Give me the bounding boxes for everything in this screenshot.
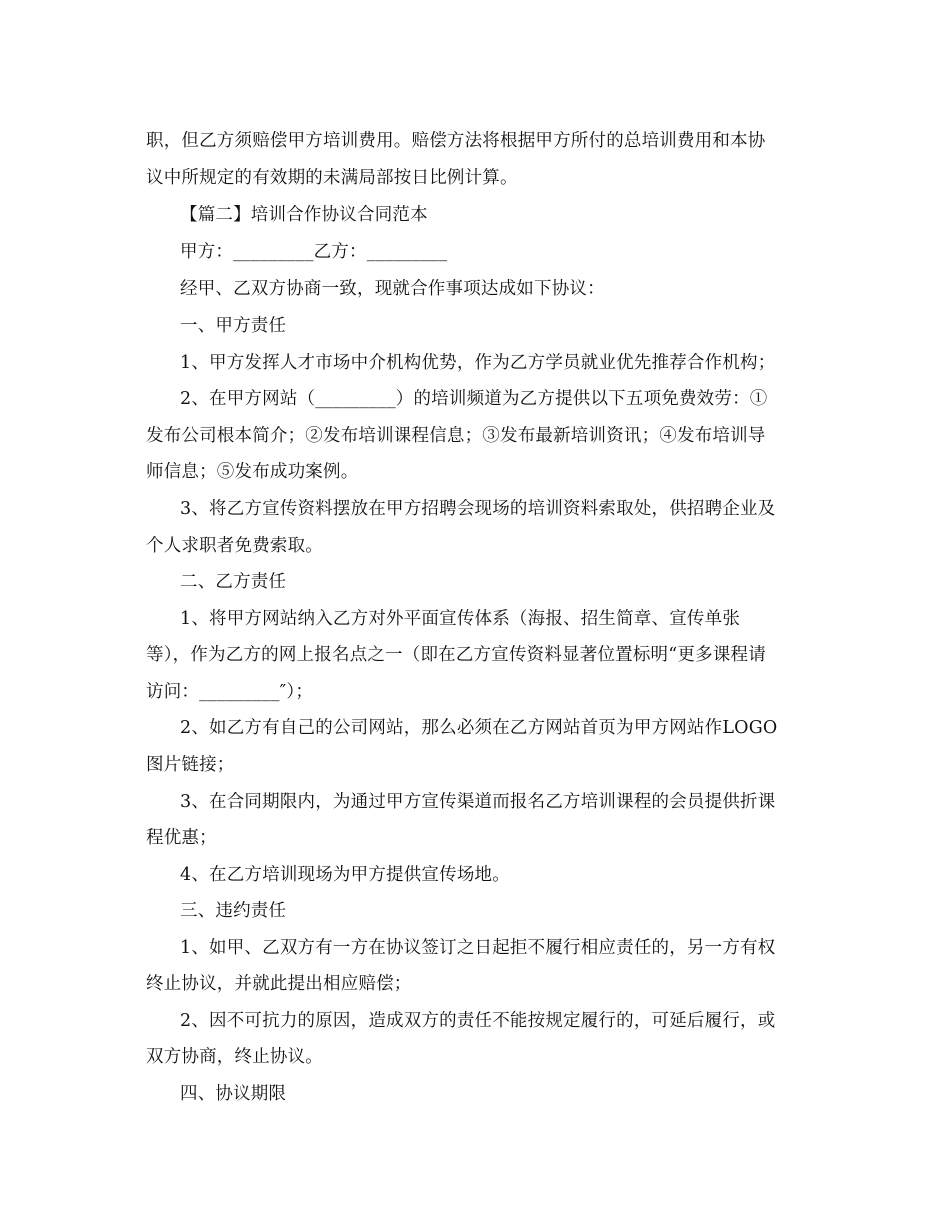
text-line: 议中所规定的有效期的未满局部按日比例计算。	[146, 168, 518, 188]
text-line: 3、将乙方宣传资料摆放在甲方招聘会现场的培训资料索取处，供招聘企业及	[180, 499, 776, 519]
text-line: 个人求职者免费索取。	[146, 536, 323, 556]
text-line: 3、在合同期限内，为通过甲方宣传渠道而报名乙方培训课程的会员提供折课	[180, 792, 776, 812]
text-line: 等），作为乙方的网上报名点之一（即在乙方宣传资料显著位置标明“更多课程请	[146, 645, 766, 665]
text-line: 1、如甲、乙双方有一方在协议签订之日起拒不履行相应责任的，另一方有权	[180, 938, 776, 958]
text-line: 2、如乙方有自己的公司网站，那么必须在乙方网站首页为甲方网站作LOGO	[180, 718, 778, 738]
text-line: 双方协商，终止协议。	[146, 1047, 323, 1067]
clause-heading: 二、乙方责任	[180, 572, 287, 592]
parties-line: 甲方：_________乙方：_________	[180, 242, 448, 262]
text-line: 终止协议，并就此提出相应赔偿；	[146, 974, 412, 994]
text-line: 发布公司根本简介；②发布培训课程信息；③发布最新培训资讯；④发布培训导	[146, 426, 766, 446]
clause-heading: 三、违约责任	[180, 901, 287, 921]
clause-heading: 四、协议期限	[180, 1084, 287, 1104]
text-line: 访问：_________″）；	[146, 682, 314, 702]
text-line: 职，但乙方须赔偿甲方培训费用。赔偿方法将根据甲方所付的总培训费用和本协	[146, 131, 766, 151]
clause-heading: 一、甲方责任	[180, 316, 287, 336]
text-line: 1、甲方发挥人才市场中介机构优势，作为乙方学员就业优先推荐合作机构；	[180, 353, 776, 373]
text-line: 1、将甲方网站纳入乙方对外平面宣传体系（海报、招生简章、宣传单张	[180, 609, 741, 629]
text-line: 4、在乙方培训现场为甲方提供宣传场地。	[180, 865, 510, 885]
section-heading: 【篇二】培训合作协议合同范本	[180, 205, 428, 225]
text-line: 2、因不可抗力的原因，造成双方的责任不能按规定履行的，可延后履行，或	[180, 1011, 776, 1031]
text-line: 经甲、乙双方协商一致，现就合作事项达成如下协议：	[180, 279, 605, 299]
text-line: 2、在甲方网站（_________）的培训频道为乙方提供以下五项免费效劳：①	[180, 389, 768, 409]
text-line: 师信息；⑤发布成功案例。	[146, 462, 359, 482]
text-line: 图片链接；	[146, 755, 235, 775]
text-line: 程优惠；	[146, 828, 217, 848]
